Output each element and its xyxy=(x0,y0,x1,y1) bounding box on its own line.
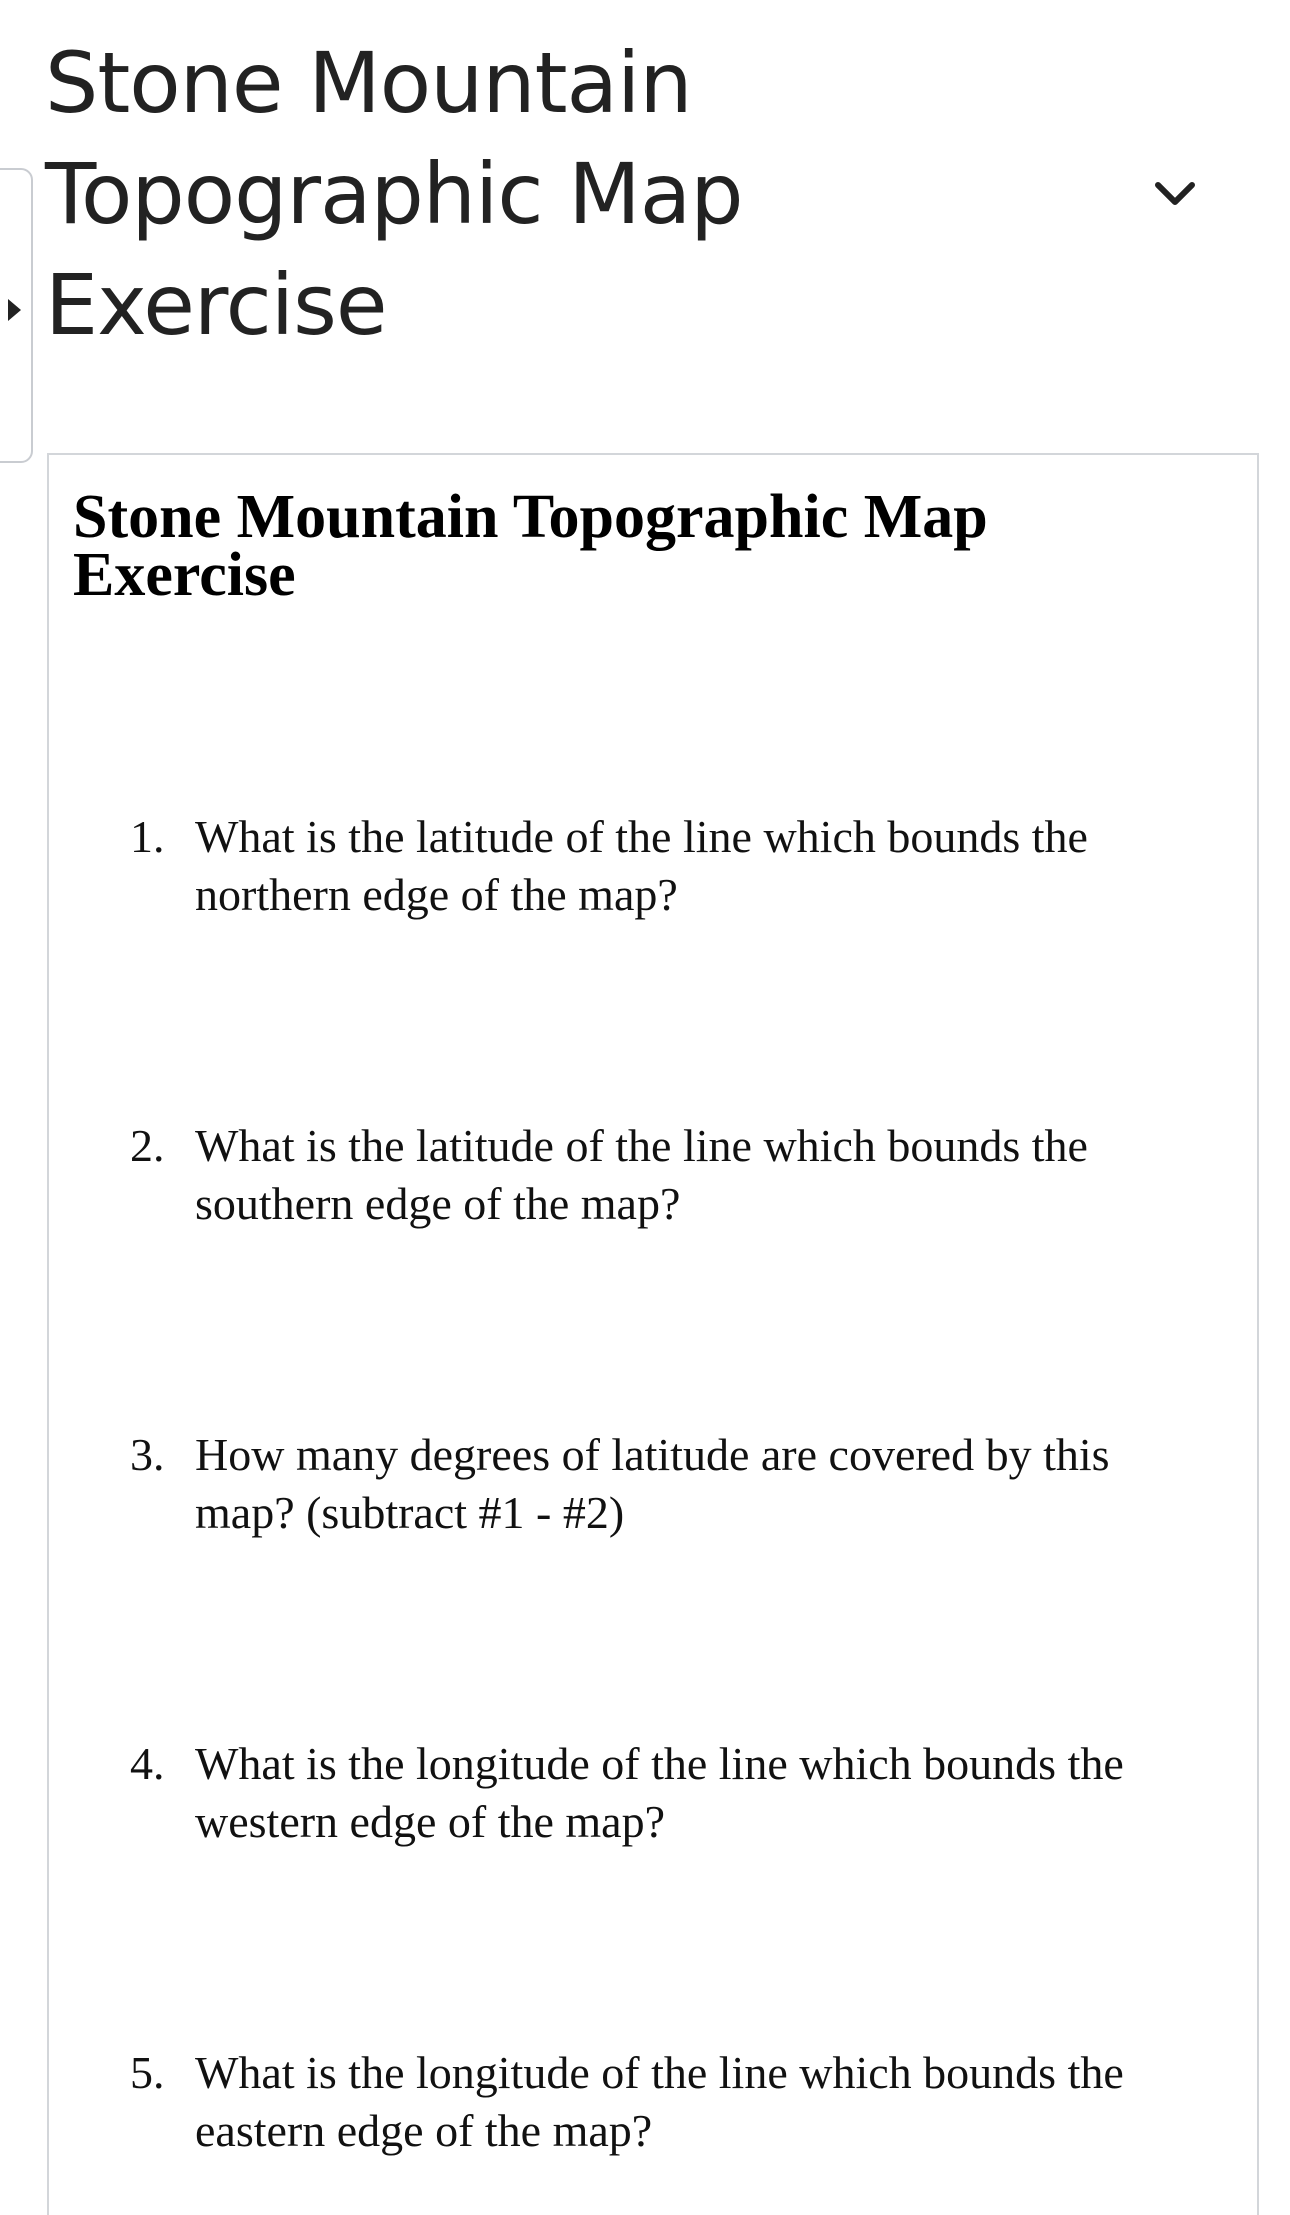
question-item xyxy=(130,808,1210,924)
question-text: What is the latitude of the line which bounds the northern edge of the map? xyxy=(195,811,1088,920)
question-number: 4. xyxy=(130,1738,165,1789)
question-text: What is the longitude of the line which bounds the eastern edge of the map? xyxy=(195,2047,1124,2156)
question-text: What is the longitude of the line which bounds the western edge of the map? xyxy=(195,1738,1124,1847)
question-text: How many degrees of latitude are covered by this map? (subtract #1 - #2) xyxy=(195,1429,1110,1538)
question-number: 3. xyxy=(130,1429,165,1480)
question-text: What is the latitude of the line which bounds the southern edge of the map? xyxy=(195,1120,1088,1229)
document-frame xyxy=(47,453,1259,2215)
question-item xyxy=(130,1117,1210,1233)
question-item xyxy=(130,2044,1210,2160)
caret-right-icon[interactable] xyxy=(8,299,21,321)
question-number: 5. xyxy=(130,2047,165,2098)
question-number: 1. xyxy=(130,811,165,862)
chevron-down-icon[interactable] xyxy=(1150,175,1200,215)
question-number: 2. xyxy=(130,1120,165,1171)
question-item xyxy=(130,1426,1210,1542)
page-title: Stone Mountain Topographic Map Exercise xyxy=(45,34,743,354)
document-title: Stone Mountain Topographic Map Exercise xyxy=(73,483,988,609)
question-item xyxy=(130,1735,1210,1851)
